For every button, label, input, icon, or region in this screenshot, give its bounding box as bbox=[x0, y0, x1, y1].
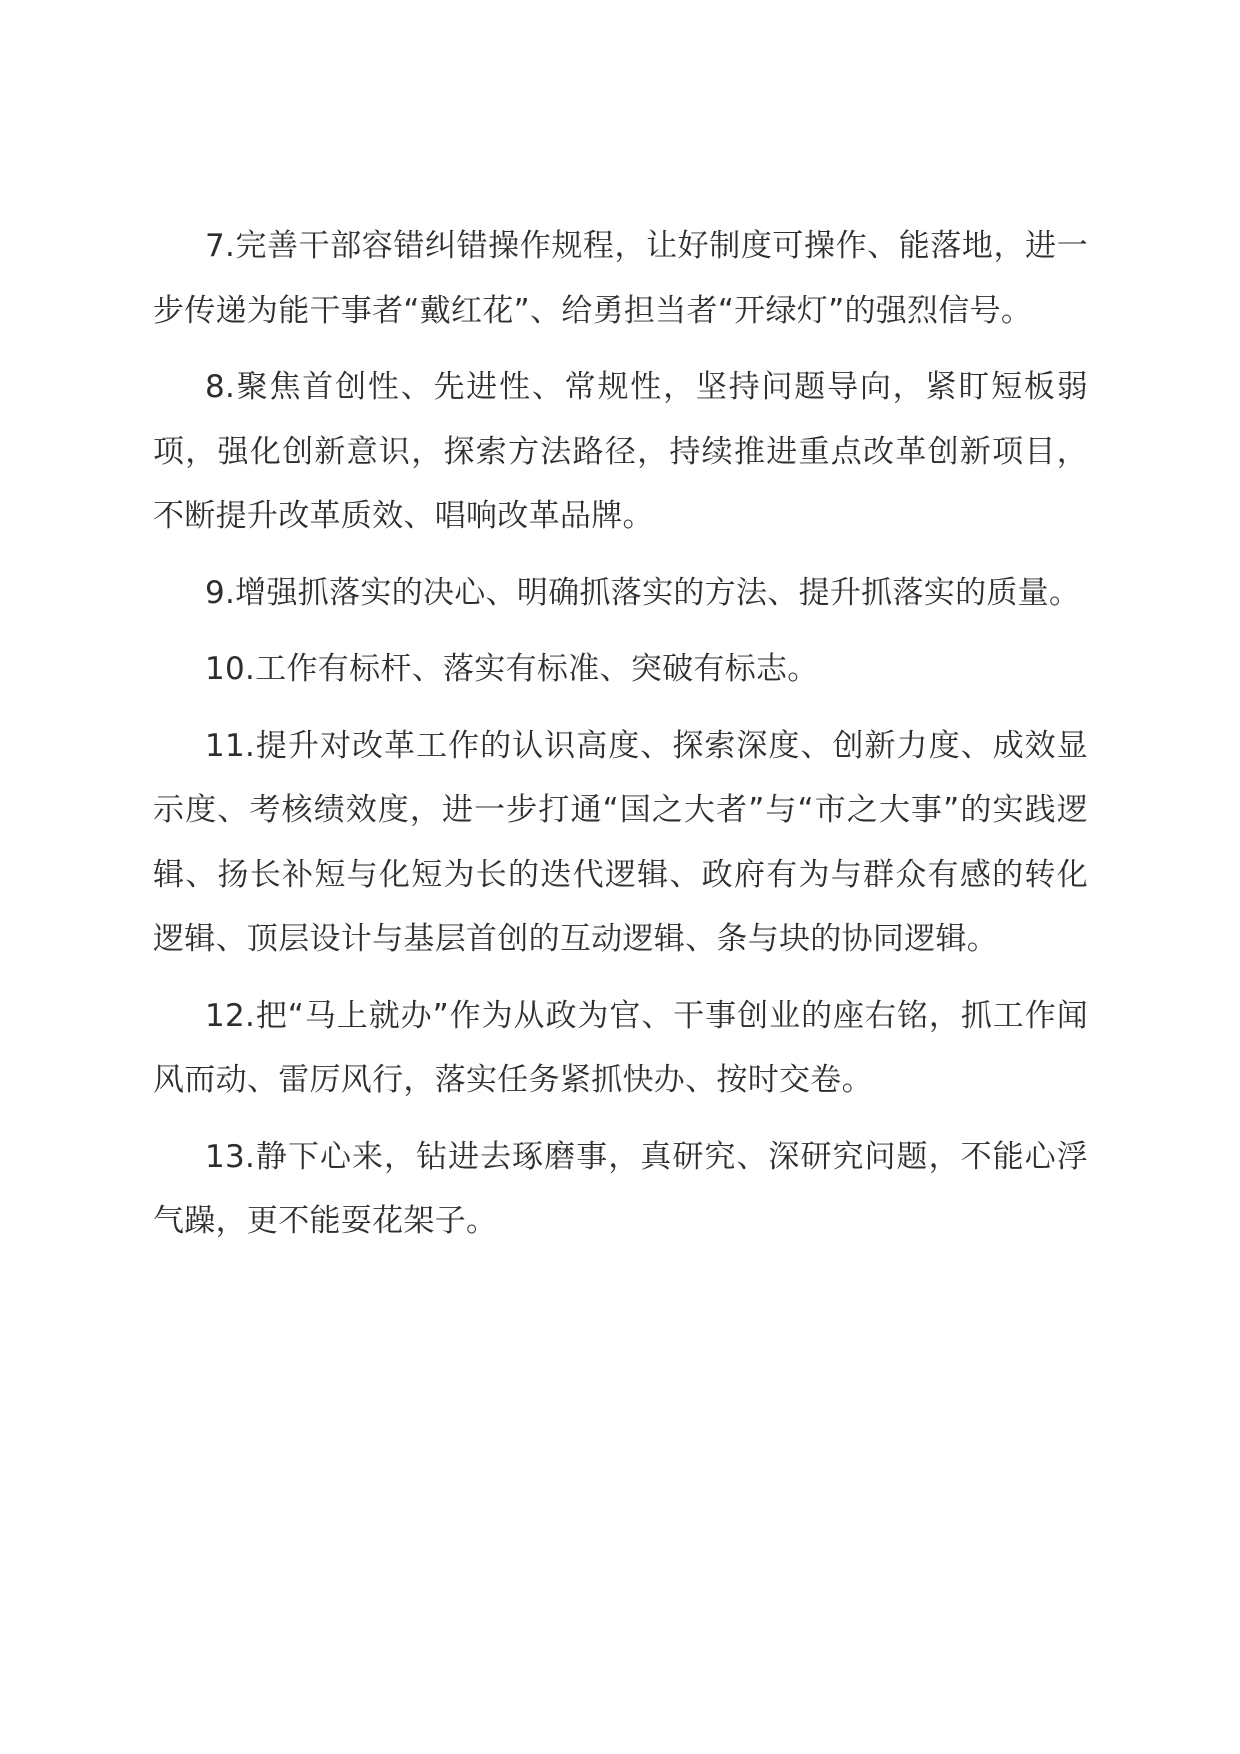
document-body bbox=[153, 214, 1088, 1266]
paragraph-9: 9.增强抓落实的决心、明确抓落实的方法、提升抓落实的质量。 bbox=[205, 574, 1081, 611]
paragraph-12: 12.把“马上就办”作为从政为官、干事创业的座右铭，抓工作闻风而动、雷厉风行，落实任务紧抓快办、按时交卷。 bbox=[153, 997, 1088, 1098]
paragraph-8: 8.聚焦首创性、先进性、常规性，坚持问题导向，紧盯短板弱项，强化创新意识，探索方法路径，持续推进重点改革创新项目，不断提升改革质效、唱响改革品牌。 bbox=[153, 369, 1088, 534]
paragraph-7: 7.完善干部容错纠错操作规程，让好制度可操作、能落地，进一步传递为能干事者“戴红花”、给勇担当者“开绿灯”的强烈信号。 bbox=[153, 228, 1088, 329]
paragraph-13: 13.静下心来，钻进去琢磨事，真研究、深研究问题，不能心浮气躁，更不能耍花架子。 bbox=[153, 1138, 1088, 1239]
paragraph-10: 10.工作有标杆、落实有标准、突破有标志。 bbox=[205, 651, 819, 687]
paragraph-11: 11.提升对改革工作的认识高度、探索深度、创新力度、成效显示度、考核绩效度，进一步打通“国之大者”与“市之大事”的实践逻辑、扬长补短与化短为长的迭代逻辑、政府有为与群众有感的转化逻辑、顶层设计与基层首创的互动逻辑、条与块的协同逻辑。 bbox=[153, 727, 1088, 957]
